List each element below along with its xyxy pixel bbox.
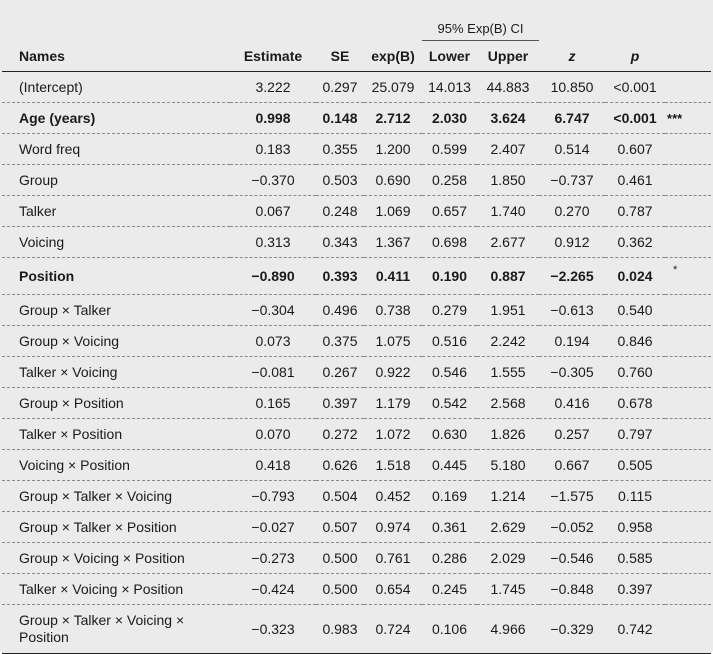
cell-expb: 0.654	[364, 574, 422, 605]
row-name: Position	[2, 258, 230, 295]
table-row	[2, 574, 711, 605]
cell-lower: 0.599	[422, 134, 477, 165]
table-row	[2, 481, 711, 512]
cell-estimate: 0.313	[230, 227, 316, 258]
cell-se: 0.500	[316, 574, 364, 605]
cell-se: 0.272	[316, 419, 364, 450]
row-name: Group × Voicing × Position	[2, 543, 230, 574]
cell-expb: 1.200	[364, 134, 422, 165]
cell-upper: 1.745	[477, 574, 539, 605]
cell-z: −0.848	[539, 574, 605, 605]
regression-table	[2, 2, 711, 654]
cell-upper: 2.242	[477, 326, 539, 357]
cell-estimate: 0.998	[230, 103, 316, 134]
cell-p: 0.115	[605, 481, 665, 512]
row-name: Age (years)	[2, 103, 230, 134]
cell-p: <0.001	[605, 103, 665, 134]
significance-marker	[665, 165, 711, 196]
cell-estimate: −0.370	[230, 165, 316, 196]
cell-z: 0.912	[539, 227, 605, 258]
significance-marker: ***	[665, 103, 711, 134]
cell-p: <0.001	[605, 72, 665, 103]
cell-se: 0.503	[316, 165, 364, 196]
cell-estimate: 0.183	[230, 134, 316, 165]
table-row	[2, 103, 711, 134]
significance-marker	[665, 388, 711, 419]
significance-marker	[665, 196, 711, 227]
row-name: Group × Talker	[2, 295, 230, 326]
cell-lower: 14.013	[422, 72, 477, 103]
cell-lower: 0.698	[422, 227, 477, 258]
table-row	[2, 450, 711, 481]
cell-upper: 1.826	[477, 419, 539, 450]
cell-lower: 0.542	[422, 388, 477, 419]
significance-marker	[665, 134, 711, 165]
cell-expb: 0.452	[364, 481, 422, 512]
table-row	[2, 165, 711, 196]
significance-marker	[665, 605, 711, 654]
col-header-se: SE	[316, 41, 364, 72]
cell-lower: 0.657	[422, 196, 477, 227]
table-row	[2, 72, 711, 103]
col-header-p: p	[605, 41, 665, 72]
cell-upper: 2.629	[477, 512, 539, 543]
significance-marker	[665, 295, 711, 326]
row-name: Talker	[2, 196, 230, 227]
cell-expb: 1.075	[364, 326, 422, 357]
row-name: Group × Talker × Voicing × Position	[2, 605, 230, 654]
cell-p: 0.397	[605, 574, 665, 605]
cell-lower: 0.169	[422, 481, 477, 512]
cell-lower: 0.279	[422, 295, 477, 326]
col-header-estimate: Estimate	[230, 41, 316, 72]
row-name: Group	[2, 165, 230, 196]
table-row	[2, 605, 711, 654]
row-name: Group × Talker × Position	[2, 512, 230, 543]
cell-z: −0.305	[539, 357, 605, 388]
cell-p: 0.958	[605, 512, 665, 543]
significance-marker	[665, 357, 711, 388]
cell-p: 0.505	[605, 450, 665, 481]
cell-p: 0.678	[605, 388, 665, 419]
cell-se: 0.355	[316, 134, 364, 165]
ci-spanner-label: 95% Exp(B) CI	[422, 2, 539, 41]
cell-se: 0.500	[316, 543, 364, 574]
cell-expb: 0.922	[364, 357, 422, 388]
cell-upper: 1.850	[477, 165, 539, 196]
cell-lower: 0.245	[422, 574, 477, 605]
cell-se: 0.297	[316, 72, 364, 103]
table-row	[2, 258, 711, 295]
cell-z: −0.546	[539, 543, 605, 574]
table-row	[2, 388, 711, 419]
cell-estimate: 3.222	[230, 72, 316, 103]
cell-expb: 2.712	[364, 103, 422, 134]
table-row	[2, 326, 711, 357]
significance-marker	[665, 227, 711, 258]
cell-z: 0.257	[539, 419, 605, 450]
cell-upper: 1.555	[477, 357, 539, 388]
cell-upper: 1.740	[477, 196, 539, 227]
cell-z: −0.737	[539, 165, 605, 196]
row-name: Voicing	[2, 227, 230, 258]
cell-expb: 0.411	[364, 258, 422, 295]
row-name: Group × Position	[2, 388, 230, 419]
header-row	[2, 41, 711, 72]
cell-lower: 0.361	[422, 512, 477, 543]
cell-expb: 0.738	[364, 295, 422, 326]
cell-expb: 25.079	[364, 72, 422, 103]
cell-estimate: −0.081	[230, 357, 316, 388]
row-name: Group × Talker × Voicing	[2, 481, 230, 512]
significance-marker	[665, 543, 711, 574]
cell-upper: 5.180	[477, 450, 539, 481]
cell-estimate: 0.418	[230, 450, 316, 481]
cell-z: −0.613	[539, 295, 605, 326]
cell-expb: 1.367	[364, 227, 422, 258]
cell-p: 0.797	[605, 419, 665, 450]
cell-p: 0.362	[605, 227, 665, 258]
table-row	[2, 196, 711, 227]
table-body	[2, 72, 711, 654]
cell-estimate: −0.890	[230, 258, 316, 295]
row-name: Word freq	[2, 134, 230, 165]
table-row	[2, 543, 711, 574]
cell-upper: 2.029	[477, 543, 539, 574]
cell-p: 0.607	[605, 134, 665, 165]
cell-p: 0.787	[605, 196, 665, 227]
table-row	[2, 512, 711, 543]
cell-p: 0.461	[605, 165, 665, 196]
row-name: Talker × Voicing	[2, 357, 230, 388]
cell-estimate: 0.067	[230, 196, 316, 227]
row-name: Voicing × Position	[2, 450, 230, 481]
table-row	[2, 357, 711, 388]
row-name: (Intercept)	[2, 72, 230, 103]
cell-z: −0.329	[539, 605, 605, 654]
cell-se: 0.267	[316, 357, 364, 388]
table-row	[2, 295, 711, 326]
cell-se: 0.983	[316, 605, 364, 654]
col-header-z: z	[539, 41, 605, 72]
cell-lower: 0.516	[422, 326, 477, 357]
cell-p: 0.760	[605, 357, 665, 388]
cell-se: 0.397	[316, 388, 364, 419]
cell-se: 0.504	[316, 481, 364, 512]
cell-p: 0.585	[605, 543, 665, 574]
cell-se: 0.375	[316, 326, 364, 357]
cell-se: 0.507	[316, 512, 364, 543]
cell-expb: 1.072	[364, 419, 422, 450]
col-header-expb: exp(B)	[364, 41, 422, 72]
significance-marker: *	[665, 258, 711, 295]
significance-marker	[665, 419, 711, 450]
table-row	[2, 419, 711, 450]
cell-lower: 0.546	[422, 357, 477, 388]
col-header-lower: Lower	[422, 41, 477, 72]
cell-upper: 1.214	[477, 481, 539, 512]
cell-lower: 2.030	[422, 103, 477, 134]
significance-marker	[665, 574, 711, 605]
cell-z: 0.514	[539, 134, 605, 165]
cell-estimate: 0.073	[230, 326, 316, 357]
cell-z: 0.194	[539, 326, 605, 357]
cell-upper: 2.677	[477, 227, 539, 258]
significance-marker	[665, 481, 711, 512]
cell-lower: 0.190	[422, 258, 477, 295]
cell-expb: 0.761	[364, 543, 422, 574]
table-row	[2, 134, 711, 165]
cell-estimate: 0.070	[230, 419, 316, 450]
cell-upper: 1.951	[477, 295, 539, 326]
cell-estimate: −0.304	[230, 295, 316, 326]
cell-z: 6.747	[539, 103, 605, 134]
cell-p: 0.742	[605, 605, 665, 654]
cell-z: −2.265	[539, 258, 605, 295]
significance-marker	[665, 326, 711, 357]
cell-lower: 0.258	[422, 165, 477, 196]
cell-upper: 2.568	[477, 388, 539, 419]
cell-p: 0.846	[605, 326, 665, 357]
col-header-names: Names	[2, 41, 230, 72]
cell-expb: 0.974	[364, 512, 422, 543]
cell-lower: 0.630	[422, 419, 477, 450]
row-name: Talker × Position	[2, 419, 230, 450]
cell-se: 0.343	[316, 227, 364, 258]
cell-z: 0.270	[539, 196, 605, 227]
cell-upper: 4.966	[477, 605, 539, 654]
cell-upper: 3.624	[477, 103, 539, 134]
spanner-row	[2, 2, 711, 41]
cell-estimate: 0.165	[230, 388, 316, 419]
significance-marker	[665, 450, 711, 481]
cell-se: 0.626	[316, 450, 364, 481]
cell-lower: 0.106	[422, 605, 477, 654]
cell-se: 0.148	[316, 103, 364, 134]
cell-se: 0.393	[316, 258, 364, 295]
cell-p: 0.024	[605, 258, 665, 295]
table-row	[2, 227, 711, 258]
cell-z: 10.850	[539, 72, 605, 103]
cell-estimate: −0.323	[230, 605, 316, 654]
cell-lower: 0.445	[422, 450, 477, 481]
cell-z: −0.052	[539, 512, 605, 543]
cell-expb: 1.518	[364, 450, 422, 481]
cell-expb: 1.179	[364, 388, 422, 419]
cell-estimate: −0.027	[230, 512, 316, 543]
col-header-upper: Upper	[477, 41, 539, 72]
row-name: Talker × Voicing × Position	[2, 574, 230, 605]
cell-z: 0.667	[539, 450, 605, 481]
cell-se: 0.248	[316, 196, 364, 227]
cell-upper: 44.883	[477, 72, 539, 103]
cell-expb: 1.069	[364, 196, 422, 227]
significance-marker	[665, 72, 711, 103]
cell-p: 0.540	[605, 295, 665, 326]
cell-lower: 0.286	[422, 543, 477, 574]
cell-z: −1.575	[539, 481, 605, 512]
cell-estimate: −0.424	[230, 574, 316, 605]
cell-expb: 0.690	[364, 165, 422, 196]
cell-upper: 2.407	[477, 134, 539, 165]
cell-estimate: −0.273	[230, 543, 316, 574]
cell-estimate: −0.793	[230, 481, 316, 512]
cell-se: 0.496	[316, 295, 364, 326]
cell-upper: 0.887	[477, 258, 539, 295]
row-name: Group × Voicing	[2, 326, 230, 357]
cell-expb: 0.724	[364, 605, 422, 654]
significance-marker	[665, 512, 711, 543]
cell-z: 0.416	[539, 388, 605, 419]
